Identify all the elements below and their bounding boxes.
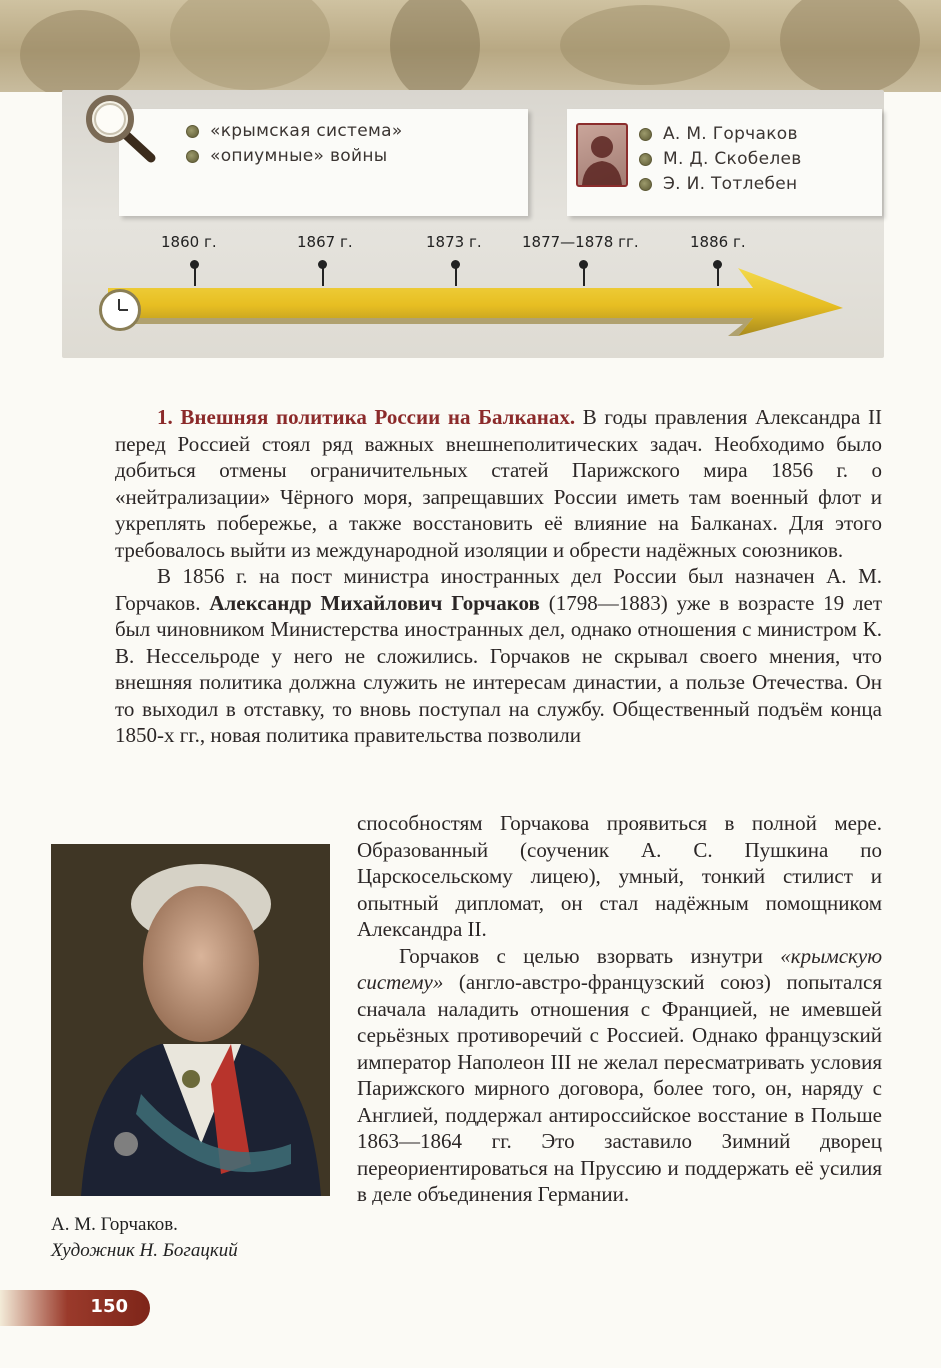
page-number-tab [0,1290,150,1326]
key-persons-list [639,122,802,197]
timeline-year: 1877—1878 гг. [522,233,639,251]
caption-title: А. М. Горчаков. [51,1214,178,1235]
caption-artist: Художник Н. Богацкий [51,1240,238,1261]
bullet-icon [639,178,652,191]
magnifier-icon [83,92,163,172]
person-item: Э. И. Тотлебен [639,172,802,197]
bullet-icon [639,153,652,166]
portrait-caption [51,1212,321,1264]
main-text-column [357,810,882,1208]
bullet-icon [186,150,199,163]
timeline-years [0,233,941,263]
bullet-icon [186,125,199,138]
timeline-year: 1860 г. [161,233,217,251]
page-number: 150 [90,1296,128,1317]
header-collage [0,0,941,92]
term-item: «опиумные» войны [186,144,403,169]
paragraph-3: Горчаков с целью взорвать изнутри «крымскую систему» (англо-австро-французский союз) попытался сначала наладить отношения с Францией, не имевшей серьёзных противоречий с Россией. Однако французский император Наполеон III не желал пересматривать условия Парижского мирного договора, более того, он, наряду с Англией, поддержал антироссийское восстание в Польше 1863—1864 гг. Это заставило Зимний дворец переориентироваться на Пруссию и поддержать её усилия в деле объединения Германии. [357,943,882,1206]
person-item: А. М. Горчаков [639,122,802,147]
person-silhouette-icon [576,123,628,187]
term-italic: «крымскую систему» [357,943,882,994]
key-terms-box [119,109,528,216]
timeline-arrow [98,266,843,344]
paragraph-1: 1. Внешняя политика России на Балканах. В годы правления Александра II перед Россией стоял ряд важных внешнеполитических задач. Необходимо было добиться отмены ограничительных статей Парижского мира 1856 г. о «нейтрализации» Чёрного моря, запрещавших России иметь там военный флот и укреплять побережье, а также восстановить её влияние на Балканах. Для этого требовалось выйти из международной изоляции и обрести надёжных союзников. [115,405,882,562]
person-name-bold: Александр Михайлович Горчаков [209,590,540,615]
paragraph-2-continued: способностям Горчакова проявиться в полной мере. Образованный (соученик А. С. Пушкина по Царскосельскому лицею), умный, тонкий стилист и опытный дипломат, он стал надёжным помощником Александра II. [357,811,882,941]
main-text-full-width [115,404,882,749]
timeline-year: 1886 г. [690,233,746,251]
key-persons-box [567,109,882,216]
timeline-year: 1867 г. [297,233,353,251]
paragraph-2: В 1856 г. на пост министра иностранных дел России был назначен А. М. Горчаков. Александр Михайлович Горчаков (1798—1883) уже в возрасте 19 лет был чиновником Министерства иностранных дел, однако отношения с министром К. В. Нессельроде у него не сложились. Горчаков не скрывал своего мнения, что внешняя политика должна служить не интересам династии, а пользе Отечества. Он то выходил в отставку, то вновь поступал на службу. Общественный подъём конца 1850-х гг., новая политика правительства позволили [115,564,882,747]
key-terms-list [186,119,403,169]
person-item: М. Д. Скобелев [639,147,802,172]
bullet-icon [639,128,652,141]
section-heading: 1. Внешняя политика России на Балканах. [157,405,576,429]
clock-icon [99,289,141,331]
gorchakov-portrait-image [51,844,330,1196]
timeline-year: 1873 г. [426,233,482,251]
term-item: «крымская система» [186,119,403,144]
